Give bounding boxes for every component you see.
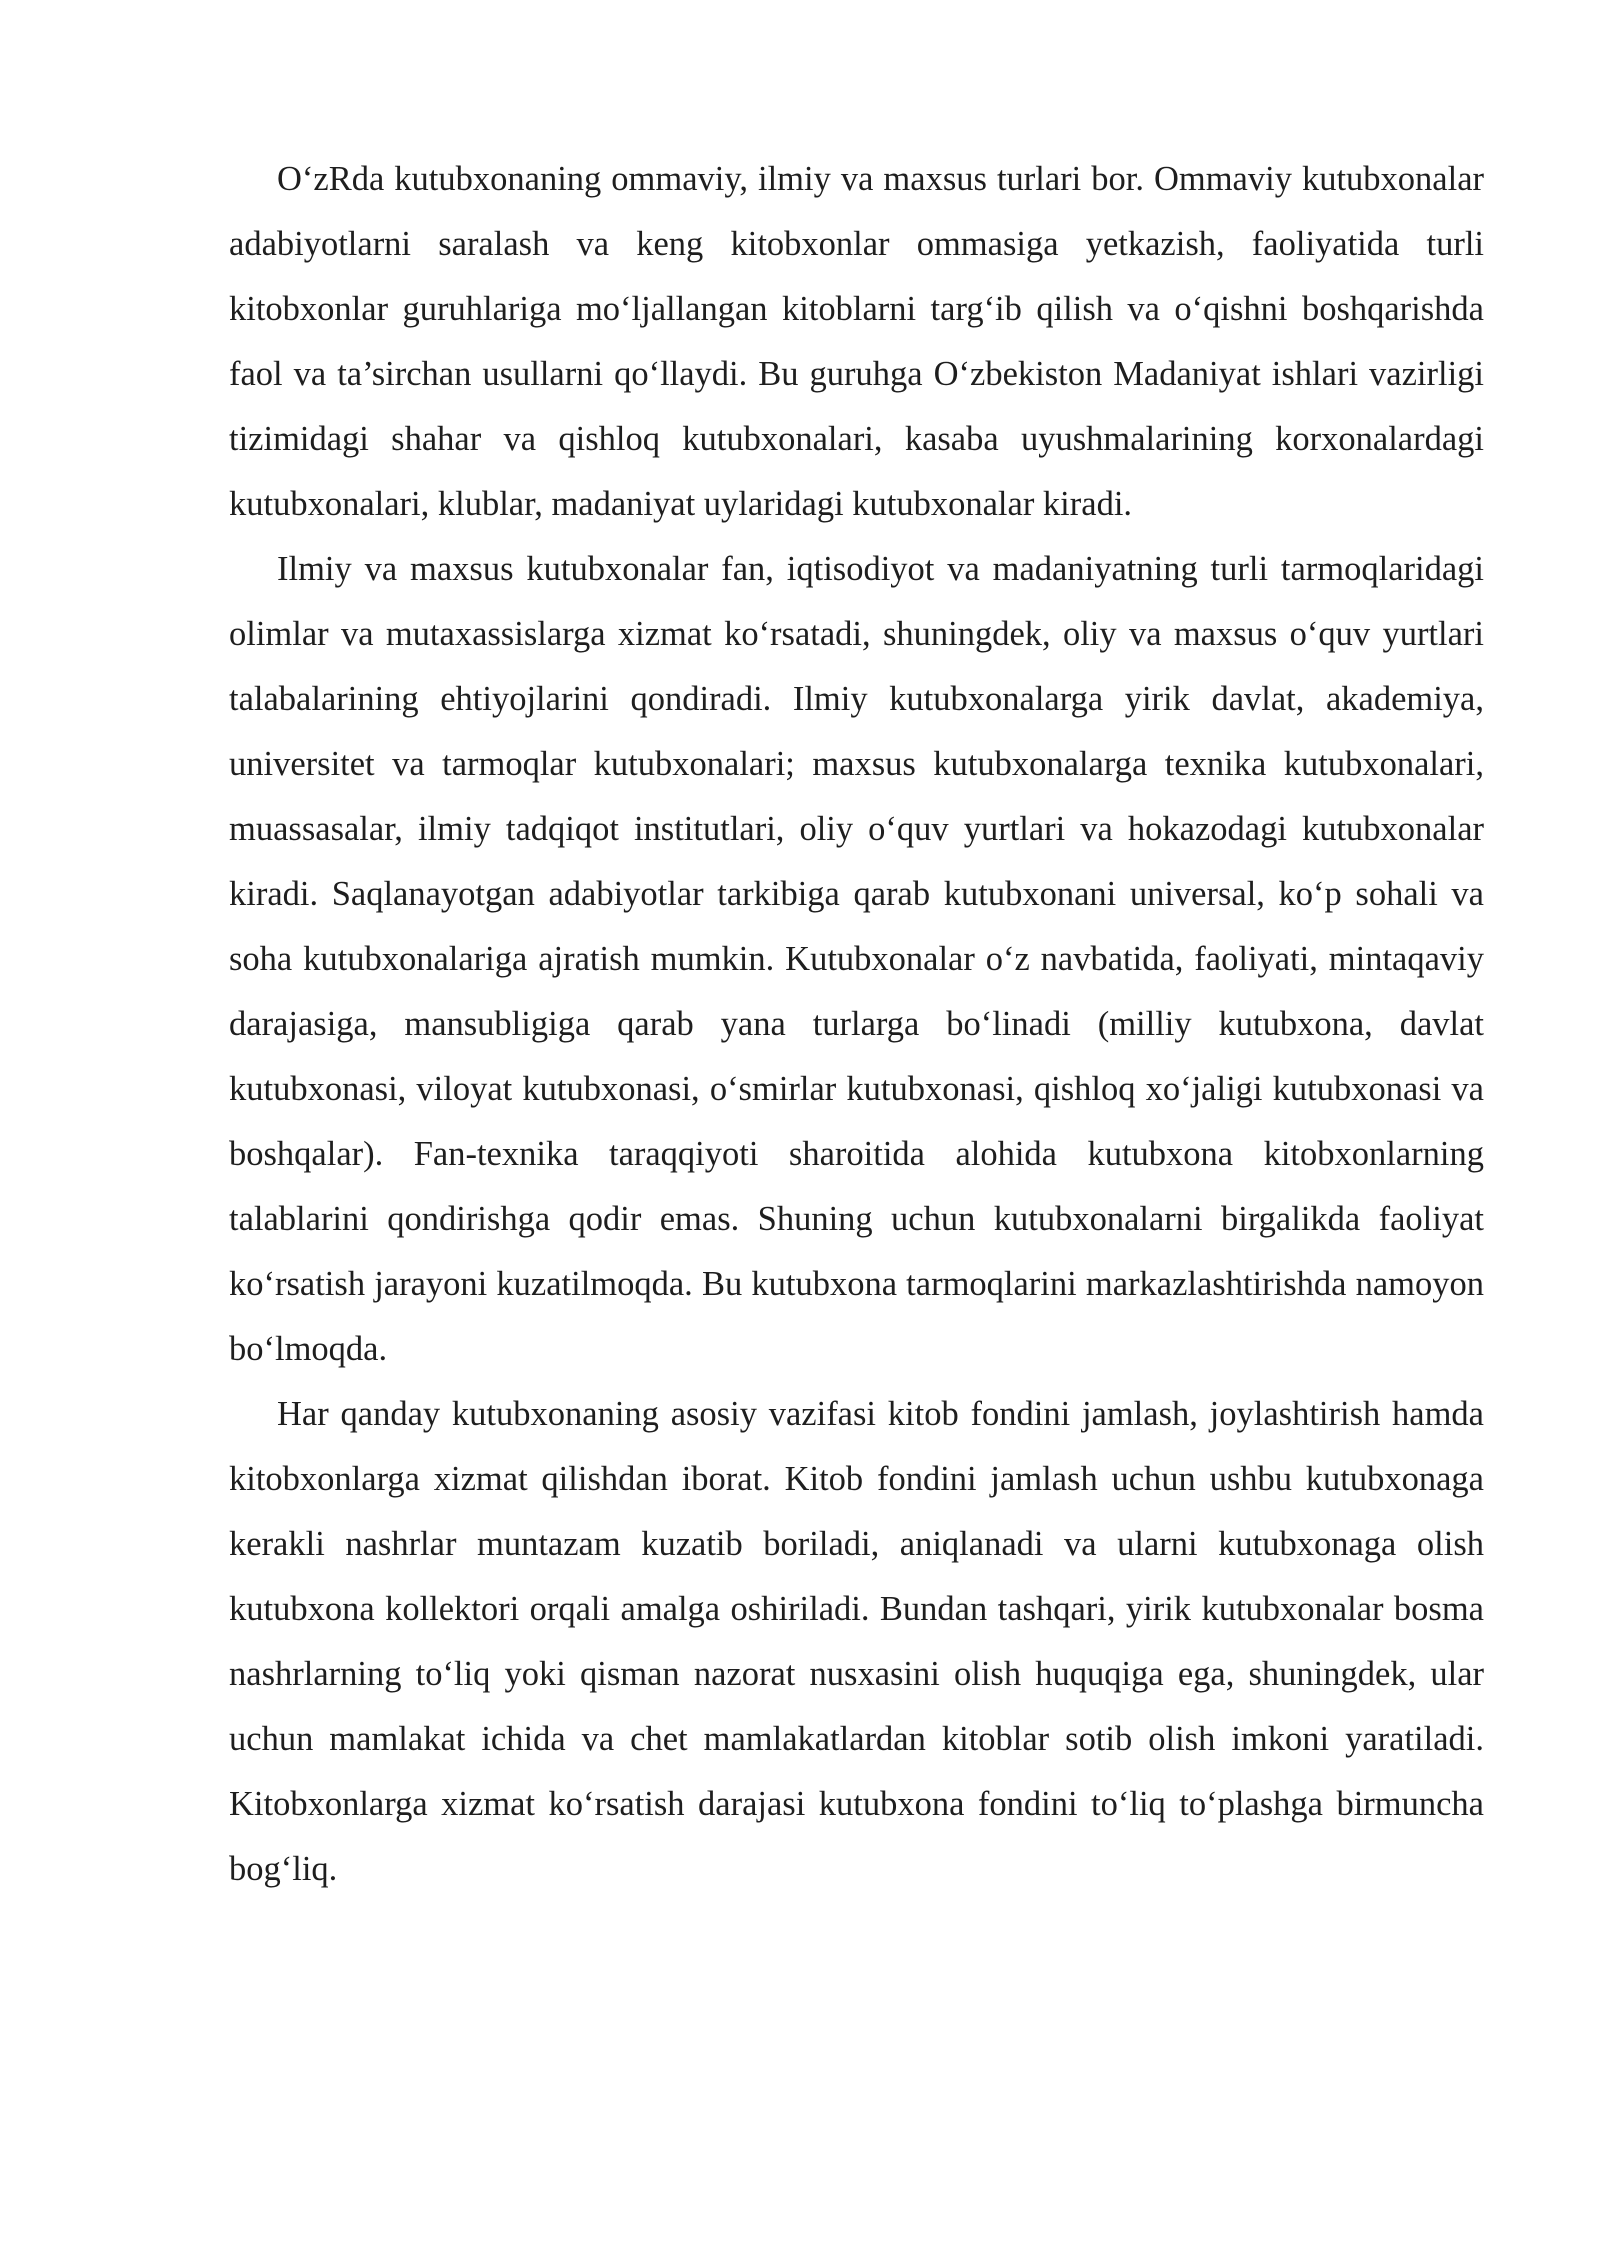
paragraph-library-tasks: Har qanday kutubxonaning asosiy vazifasi kitob fondini jamlash, joylashtirish hamda kitobxonlarga xizmat qilishdan iborat. Kitob fondini jamlash uchun ushbu kutubxonaga kerakli nashrlar muntazam kuzatib boriladi, aniqlanadi va ularni kutubxonaga olish kutubxona kollektori orqali amalga oshiriladi. Bundan tashqari, yirik kutubxonalar bosma nashrlarning to‘liq yoki qisman nazorat nusxasini olish huquqiga ega, shuningdek, ular uchun mamlakat ichida va chet mamlakatlardan kitoblar sotib olish imkoni yaratiladi. Kitobxonlarga xizmat ko‘rsatish darajasi kutubxona fondini to‘liq to‘plashga birmuncha bog‘liq. bbox=[229, 1395, 1484, 1888]
paragraph-library-types: O‘zRda kutubxonaning ommaviy, ilmiy va maxsus turlari bor. Ommaviy kutubxonalar adabiyotlarni saralash va keng kitobxonlar ommasiga yetkazish, faoliyatida turli kitobxonlar guruhlariga mo‘ljallangan kitoblarni targ‘ib qilish va o‘qishni boshqarishda faol va ta’sirchan usullarni qo‘llaydi. Bu guruhga O‘zbekiston Madaniyat ishlari vazirligi tizimidagi shahar va qishloq kutubxonalari, kasaba uyushmalarining korxonalardagi kutubxonalari, klublar, madaniyat uylaridagi kutubxonalar kiradi. bbox=[229, 160, 1484, 523]
paragraph-scientific-libraries: Ilmiy va maxsus kutubxonalar fan, iqtisodiyot va madaniyatning turli tarmoqlaridagi olimlar va mutaxassislarga xizmat ko‘rsatadi, shuningdek, oliy va maxsus o‘quv yurtlari talabalarining ehtiyojlarini qondiradi. Ilmiy kutubxonalarga yirik davlat, akademiya, universitet va tarmoqlar kutubxonalari; maxsus kutubxonalarga texnika kutubxonalari, muassasalar, ilmiy tadqiqot institutlari, oliy o‘quv yurtlari va hokazodagi kutubxonalar kiradi. Saqlanayotgan adabiyotlar tarkibiga qarab kutubxonani universal, ko‘p sohali va soha kutubxonalariga ajratish mumkin. Kutubxonalar o‘z navbatida, faoliyati, mintaqaviy darajasiga, mansubligiga qarab yana turlarga bo‘linadi (milliy kutubxona, davlat kutubxonasi, viloyat kutubxonasi, o‘smirlar kutubxonasi, qishloq xo‘jaligi kutubxonasi va boshqalar). Fan-texnika taraqqiyoti sharoitida alohida kutubxona kitobxonlarning talablarini qondirishga qodir emas. Shuning uchun kutubxonalarni birgalikda faoliyat ko‘rsatish jarayoni kuzatilmoqda. Bu kutubxona tarmoqlarini markazlashtirishda namoyon bo‘lmoqda. bbox=[229, 550, 1484, 1368]
document-body bbox=[229, 147, 1484, 1902]
